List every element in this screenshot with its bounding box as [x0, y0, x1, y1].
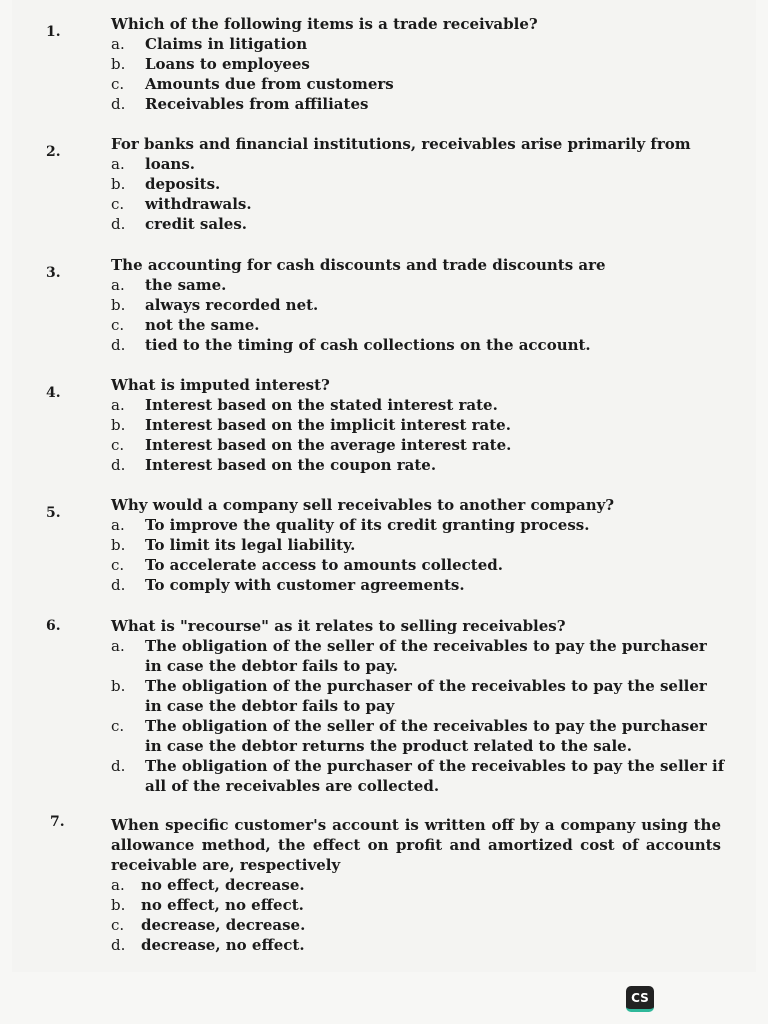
option-c [111, 435, 726, 455]
question-number: 6. [46, 618, 61, 634]
option-letter: c. [111, 916, 125, 934]
option-b [111, 895, 726, 915]
option-letter: d. [111, 95, 126, 113]
option-letter: a. [111, 637, 125, 655]
option-letter: c. [111, 436, 125, 454]
option-letter: a. [111, 35, 125, 53]
option-text: The obligation of the seller of the receivables to pay the purchaser in case the debtor fails to pay. [145, 637, 707, 675]
question-number: 4. [46, 385, 61, 401]
option-c [111, 555, 726, 575]
options-list [111, 395, 726, 475]
option-c [111, 194, 726, 214]
option-text: To limit its legal liability. [145, 536, 356, 554]
option-c [111, 315, 726, 335]
option-c [111, 74, 726, 94]
option-text: The obligation of the purchaser of the receivables to pay the seller in case the debtor fails to pay [145, 677, 707, 715]
option-text: decrease, decrease. [141, 916, 306, 934]
option-text: the same. [145, 276, 227, 294]
options-list [111, 154, 726, 234]
option-a [111, 875, 726, 895]
question-stem: What is imputed interest? [111, 376, 330, 394]
option-letter: d. [111, 456, 126, 474]
option-letter: b. [111, 536, 126, 554]
question-number: 5. [46, 505, 61, 521]
question-number: 2. [46, 144, 61, 160]
option-letter: a. [111, 155, 125, 173]
option-text: withdrawals. [145, 195, 252, 213]
option-letter: c. [111, 556, 125, 574]
question-stem: The accounting for cash discounts and trade discounts are [111, 256, 606, 274]
option-d [111, 455, 726, 475]
option-text: To comply with customer agreements. [145, 576, 465, 594]
option-text: Receivables from affiliates [145, 95, 369, 113]
option-text: always recorded net. [145, 296, 319, 314]
option-letter: a. [111, 396, 125, 414]
option-text: not the same. [145, 316, 260, 334]
option-letter: b. [111, 677, 126, 695]
option-letter: d. [111, 336, 126, 354]
option-b [111, 676, 726, 716]
option-text: Claims in litigation [145, 35, 308, 53]
option-c [111, 915, 726, 935]
option-b [111, 174, 726, 194]
option-letter: a. [111, 876, 125, 894]
option-letter: c. [111, 195, 125, 213]
question-number: 3. [46, 265, 61, 281]
option-a [111, 275, 726, 295]
question-number: 1. [46, 24, 61, 40]
option-d [111, 214, 726, 234]
options-list [111, 275, 726, 355]
option-text: Loans to employees [145, 55, 310, 73]
option-text: deposits. [145, 175, 221, 193]
option-a [111, 34, 726, 54]
option-text: loans. [145, 155, 195, 173]
options-list [111, 34, 726, 114]
option-text: Amounts due from customers [145, 75, 394, 93]
option-letter: c. [111, 717, 125, 735]
option-text: Interest based on the stated interest rate. [145, 396, 498, 414]
camscanner-logo: CS [626, 986, 654, 1012]
option-a [111, 154, 726, 174]
option-letter: b. [111, 416, 126, 434]
option-b [111, 415, 726, 435]
option-d [111, 94, 726, 114]
option-text: decrease, no effect. [141, 936, 305, 954]
option-text: credit sales. [145, 215, 247, 233]
option-text: tied to the timing of cash collections on the account. [145, 336, 591, 354]
option-letter: c. [111, 75, 125, 93]
question-stem: For banks and financial institutions, receivables arise primarily from [111, 135, 691, 153]
option-letter: d. [111, 936, 126, 954]
option-a [111, 395, 726, 415]
option-d [111, 935, 726, 955]
option-text: To accelerate access to amounts collected. [145, 556, 503, 574]
option-d [111, 575, 726, 595]
option-d [111, 756, 726, 796]
question-number: 7. [50, 814, 65, 830]
option-text: To improve the quality of its credit granting process. [145, 516, 590, 534]
option-letter: b. [111, 896, 126, 914]
options-list [111, 515, 726, 595]
option-letter: b. [111, 296, 126, 314]
option-text: The obligation of the seller of the receivables to pay the purchaser in case the debtor returns the product related to the sale. [145, 717, 707, 755]
question-stem: Why would a company sell receivables to another company? [111, 496, 615, 514]
options-list [111, 875, 726, 955]
option-c [111, 716, 726, 756]
option-letter: d. [111, 215, 126, 233]
option-a [111, 515, 726, 535]
option-a [111, 636, 726, 676]
option-letter: b. [111, 175, 126, 193]
option-letter: b. [111, 55, 126, 73]
question-stem: Which of the following items is a trade receivable? [111, 15, 538, 33]
option-letter: a. [111, 276, 125, 294]
option-text: Interest based on the average interest rate. [145, 436, 512, 454]
options-list [111, 636, 726, 796]
option-letter: d. [111, 576, 126, 594]
option-text: no effect, no effect. [141, 896, 304, 914]
option-letter: a. [111, 516, 125, 534]
option-b [111, 295, 726, 315]
question-stem: When specific customer's account is written off by a company using the allowance method, the effect on profit and amortized cost of accounts receivable are, respectively [111, 816, 721, 874]
option-d [111, 335, 726, 355]
option-text: Interest based on the implicit interest rate. [145, 416, 511, 434]
option-letter: d. [111, 757, 126, 775]
option-b [111, 54, 726, 74]
option-text: Interest based on the coupon rate. [145, 456, 437, 474]
question-stem: What is "recourse" as it relates to selling receivables? [111, 617, 566, 635]
option-text: no effect, decrease. [141, 876, 305, 894]
option-letter: c. [111, 316, 125, 334]
option-text: The obligation of the purchaser of the receivables to pay the seller if all of the receivables are collected. [145, 757, 725, 795]
option-b [111, 535, 726, 555]
